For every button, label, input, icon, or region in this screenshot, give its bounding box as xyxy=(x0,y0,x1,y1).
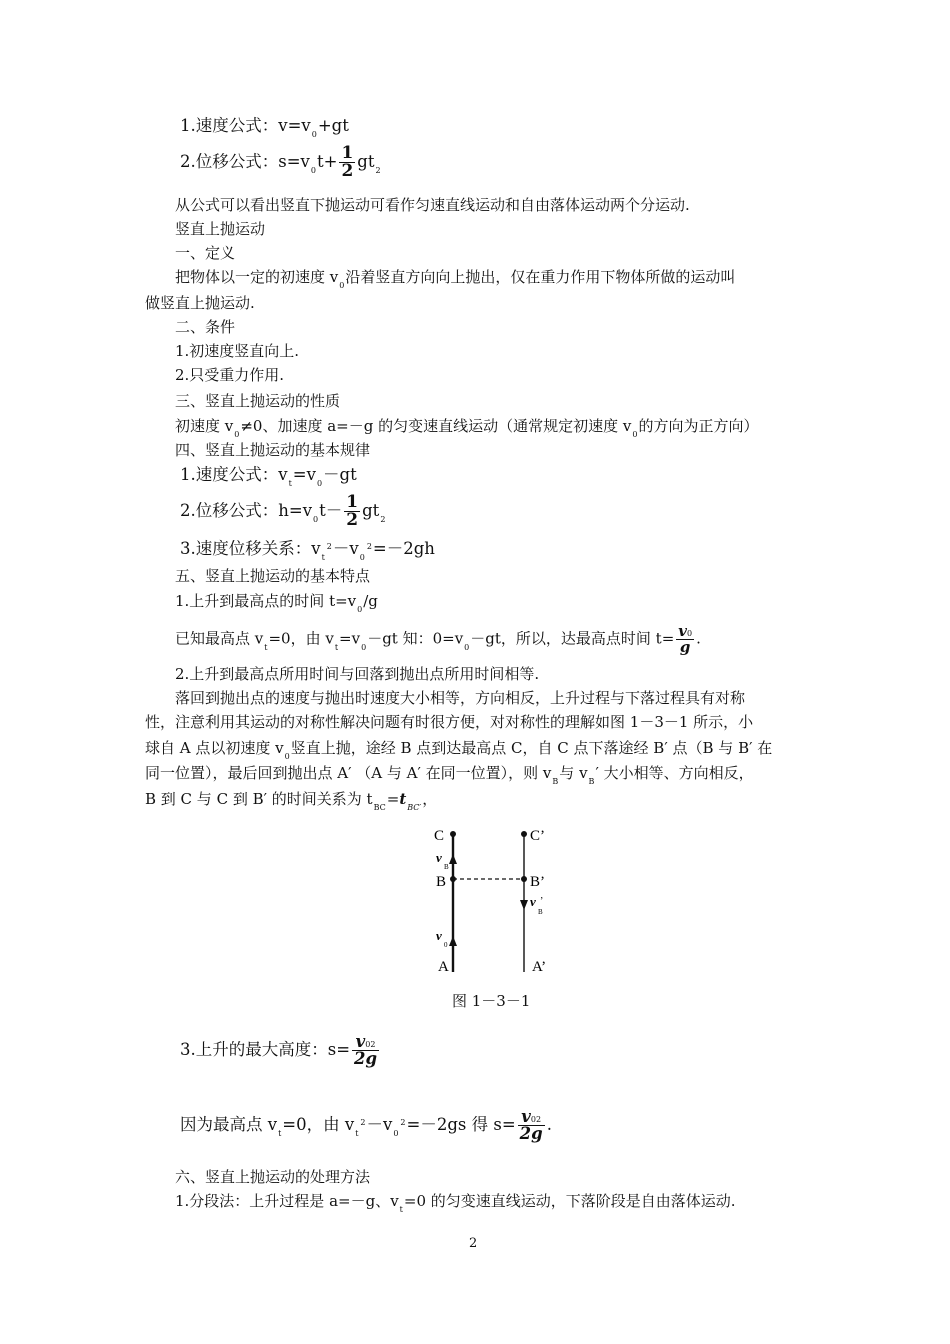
label-C-prime: C’ xyxy=(530,828,545,844)
figure-caption: 图 1－3－1 xyxy=(452,992,531,1010)
label-C: C xyxy=(434,828,445,844)
paragraph-line: 落回到抛出点的速度与抛出时速度大小相等，方向相反，上升过程与下落过程具有对称 xyxy=(175,689,746,707)
paragraph-line: 把物体以一定的初速度 $v_0$沿着竖直方向向上抛出，仅在重力作用下物体所做的运动叫 xyxy=(175,268,736,290)
formula-displacement-up: 2.位移公式：$h=v_0t-$ $\frac{1}{2}$ $gt_2$ xyxy=(180,492,386,530)
point-B-prime xyxy=(521,876,527,882)
label-v0: v xyxy=(436,928,442,943)
formula-velocity-down: 1.速度公式：$v=v_0+gt$ xyxy=(180,116,349,139)
point-B xyxy=(450,876,456,882)
heading-methods: 六、竖直上抛运动的处理方法 xyxy=(175,1168,371,1186)
label-A-prime: A’ xyxy=(532,959,547,975)
arrow-down-icon xyxy=(520,900,528,910)
paragraph-line: 球自 A 点以初速度 $v_0$竖直上抛，途经 B 点到达最高点 C，自 C 点下落途经 B′ 点（B 与 B′ 在 xyxy=(145,739,773,761)
label-B: B xyxy=(436,874,447,890)
formula-velocity-up: 1.速度公式：$v_t=v_0-gt$ xyxy=(180,465,357,488)
formula-displacement-down: 2.位移公式：$s=v_0t+$ $\frac{1}{2}$ $gt_2$ xyxy=(180,143,381,181)
list-item: 2.只受重力作用. xyxy=(175,366,285,384)
section-title: 竖直上抛运动 xyxy=(175,220,266,238)
arrow-up-icon xyxy=(449,936,457,946)
label-vB: v xyxy=(436,850,442,865)
heading-definition: 一、定义 xyxy=(175,244,236,262)
paragraph-line: 已知最高点 $v_t=0$，由 $v_t=v_0-gt$ 知：$0=v_0-gt$，所以，达最高点时间 t= $\frac{v0}{g}$ . xyxy=(175,622,701,656)
paragraph-line: 从公式可以看出竖直下抛运动可看作匀速直线运动和自由落体运动两个分运动. xyxy=(175,196,690,214)
paragraph-line: 因为最高点 $v_t=0$，由 $v_t^2-v_0^2=-2gs$ 得 s= $\frac{v02}{2g}$ . xyxy=(180,1106,552,1143)
heading-laws: 四、竖直上抛运动的基本规律 xyxy=(175,441,371,459)
motion-diagram xyxy=(420,822,570,982)
page-number: 2 xyxy=(469,1236,478,1251)
heading-conditions: 二、条件 xyxy=(175,318,236,336)
label-vB-prime-sub: B xyxy=(538,908,543,916)
point-C-prime xyxy=(521,831,527,837)
paragraph-line: 做竖直上抛运动. xyxy=(145,294,255,312)
label-vB-sub: B xyxy=(444,863,449,871)
list-item: 1.分段法：上升过程是 a=－g、$v_t=0$ 的匀变速直线运动，下落阶段是自由落体运动. xyxy=(175,1192,736,1214)
list-item: 2.上升到最高点所用时间与回落到抛出点所用时间相等. xyxy=(175,665,540,683)
paragraph-line: 性，注意利用其运动的对称性解决问题有时很方便，对对称性的理解如图 1－3－1 所示，小 xyxy=(145,713,754,731)
label-A: A xyxy=(438,959,449,975)
paragraph-line: 初速度 $v_0\ne 0$、加速度 a=－g 的匀变速直线运动（通常规定初速度 $v_0$的方向为正方向） xyxy=(175,417,759,439)
paragraph-line: 同一位置），最后回到抛出点 A′ （A 与 A′ 在同一位置），则 $v_B$与 $v_B'$ 大小相等、方向相反， xyxy=(145,764,754,786)
list-item: 1.初速度竖直向上. xyxy=(175,342,300,360)
label-vB-prime: v xyxy=(530,894,536,909)
list-item: 1.上升到最高点的时间 $t=v_0/g$ xyxy=(175,592,378,614)
formula-max-height: 3.上升的最大高度：s= $\frac{v02}{2g}$ xyxy=(180,1031,378,1068)
label-v0-sub: 0 xyxy=(444,941,448,949)
label-vB-prime-mark: ’ xyxy=(540,896,544,907)
heading-features: 五、竖直上抛运动的基本特点 xyxy=(175,567,371,585)
formula-velocity-displacement: 3.速度位移关系：$v_t^2-v_0^2=-2gh$ xyxy=(180,539,435,562)
label-B-prime: B’ xyxy=(530,874,545,890)
paragraph-line: B 到 C 与 C 到 B′ 的时间关系为 $t_{BC}=t_{BC'}$， xyxy=(145,790,438,812)
arrow-up-icon xyxy=(449,854,457,864)
heading-properties: 三、竖直上抛运动的性质 xyxy=(175,392,341,410)
point-C xyxy=(450,831,456,837)
